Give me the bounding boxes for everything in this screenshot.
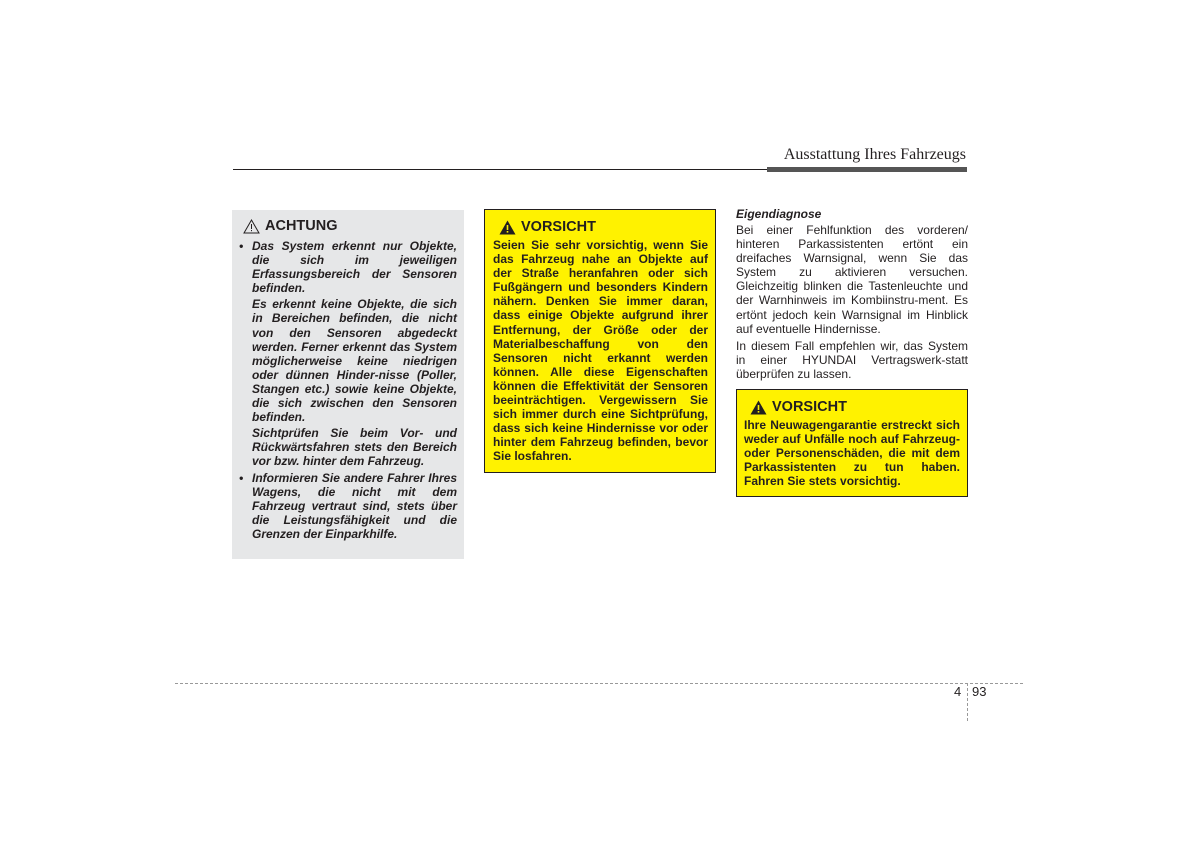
achtung-list [239, 239, 457, 541]
vorsicht-box-warranty [736, 389, 968, 497]
achtung-list-item [239, 239, 457, 469]
achtung-paragraph: Es erkennt keine Objekte, die sich in Bereichen befinden, die nicht von den Sensoren abgedeckt werden. Ferner erkennt das System möglicherweise keine niedrigen oder dünnen Hinder-nisse (Poller, Stangen etc.) sowie keine Objekte, die sich zwischen den Sensoren befinden. [252, 297, 457, 425]
bullet: • [239, 470, 244, 485]
eigendiagnose-paragraph: Bei einer Fehlfunktion des vorderen/ hinteren Parkassistenten ertönt ein dreifaches Warnsignal, wenn Sie das System zu aktivieren versuchen. Gleichzeitig blinken die Tastenleuchte und der Warnhinweis im Kombiinstru-ment. Es ertönt jedoch kein Warnsignal im Hinblick auf eventuelle Hindernisse. [736, 223, 968, 336]
warning-triangle-outline-icon [243, 219, 260, 234]
footer-dashed-rule [175, 683, 1023, 684]
warning-triangle-filled-icon [750, 400, 767, 415]
achtung-paragraph: Sichtprüfen Sie beim Vor- und Rückwärtsfahren stets den Bereich vor bzw. hinter dem Fahrzeug. [252, 426, 457, 469]
achtung-paragraph: Das System erkennt nur Objekte, die sich im jeweiligen Erfassungsbereich der Sensoren befinden. [252, 239, 457, 296]
header-title: Ausstattung Ihres Fahrzeugs [783, 146, 966, 163]
vorsicht-title: VORSICHT [521, 219, 596, 235]
achtung-title-row [243, 218, 457, 235]
warning-triangle-filled-icon [499, 220, 516, 235]
vorsicht-title: VORSICHT [772, 399, 847, 415]
eigendiagnose-paragraph: In diesem Fall empfehlen wir, das System in einer HYUNDAI Vertragswerk-statt überprüfen zu lassen. [736, 338, 968, 381]
eigendiagnose-heading: Eigendiagnose [736, 207, 822, 221]
footer-page-divider [967, 683, 968, 721]
chapter-number: 4 [954, 684, 962, 699]
vorsicht-text: Seien Sie sehr vorsichtig, wenn Sie das Fahrzeug nahe an Objekte auf der Straße heranfahren oder sich Fußgängern und besonders Kindern nähern. Denken Sie immer daran, dass einige Objekte aufgrund ihrer Entfernung, der Größe oder der Materialbeschaffung von den Sensoren nicht erkannt werden können. Alle diese Eigenschaften können die Effektivität der Sensoren beeinträchtigen. Vergewissern Sie sich immer durch eine Sichtprüfung, dass sich keine Hindernisse vor oder hinter dem Fahrzeug befinden, bevor Sie losfahren. [493, 238, 708, 464]
eigendiagnose-section [736, 207, 968, 384]
page-number: 93 [972, 684, 987, 699]
bullet: • [239, 239, 244, 253]
vorsicht-text: Ihre Neuwagengarantie erstreckt sich weder auf Unfälle noch auf Fahrzeug- oder Personenschäden, die mit dem Parkassistenten zu tun haben. Fahren Sie stets vorsichtig. [744, 418, 960, 489]
header-accent-bar [767, 167, 967, 172]
achtung-box [232, 210, 464, 559]
achtung-list-item [239, 471, 457, 541]
vorsicht-title-row [499, 219, 708, 236]
achtung-paragraph: Informieren Sie andere Fahrer Ihres Wagens, die nicht mit dem Fahrzeug vertraut sind, stets über die Leistungsfähigkeit und die Grenzen der Einparkhilfe. [252, 470, 457, 541]
achtung-title: ACHTUNG [265, 218, 338, 234]
vorsicht-title-row [750, 399, 960, 416]
vorsicht-box-pedestrians [484, 209, 716, 473]
